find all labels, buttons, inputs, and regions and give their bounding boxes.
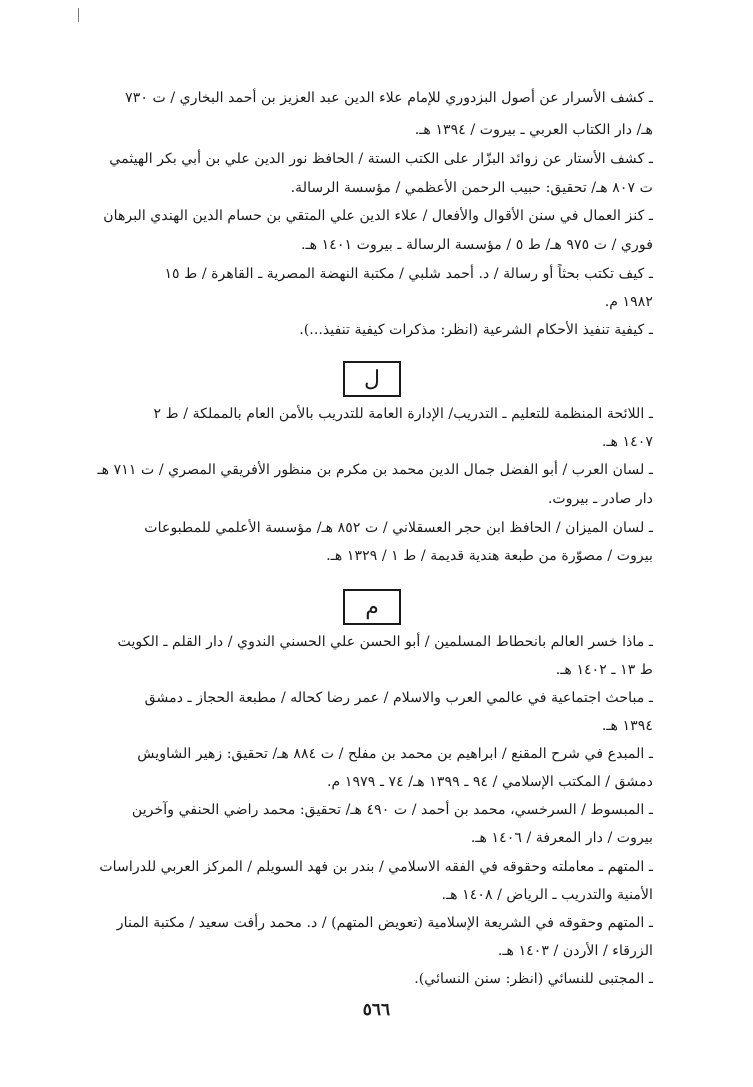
bibliography-line: ـ كشف الأستار عن زوائد البزّار على الكتب الستة / الحافظ نور الدين علي بن أبي بكر الهيثمي	[109, 151, 653, 167]
bibliography-line: ـ كيفية تنفيذ الأحكام الشرعية (انظر: مذكرات كيفية تنفيذ...).	[299, 322, 653, 338]
bibliography-line: ـ المجتبى للنسائي (انظر: سنن النسائي).	[414, 971, 653, 987]
bibliography-line: ـ المتهم ـ معاملته وحقوقه في الفقه الاسلامي / بندر بن فهد السويلم / المركز العربي للدراسات	[99, 859, 653, 875]
bibliography-line: ـ المبسوط / السرخسي، محمد بن أحمد / ت ٤٩٠ هـ/ تحقيق: محمد راضي الحنفي وآخرين	[131, 802, 653, 818]
section-header-mim: م	[343, 589, 401, 625]
bibliography-line: هـ/ دار الكتاب العربي ـ بيروت / ١٣٩٤ هـ.	[414, 122, 653, 138]
section-header-lam: ل	[343, 361, 401, 397]
margin-mark	[78, 8, 79, 22]
bibliography-line: ـ اللائحة المنظمة للتعليم ـ التدريب/ الإدارة العامة للتدريب بالأمن العام بالمملكة / ط ٢	[153, 406, 653, 422]
bibliography-line: ت ٨٠٧ هـ/ تحقيق: حبيب الرحمن الأعظمي / مؤسسة الرسالة.	[290, 180, 653, 196]
bibliography-line: دار صادر ـ بيروت.	[547, 491, 653, 507]
page-number: ٥٦٦	[362, 1000, 391, 1020]
bibliography-line: ـ كيف تكتب بحثاً أو رسالة / د. أحمد شلبي / مكتبة النهضة المصرية ـ القاهرة / ط ١٥	[164, 266, 653, 282]
bibliography-line: ـ لسان الميزان / الحافظ ابن حجر العسقلاني / ت ٨٥٢ هـ/ مؤسسة الأعلمي للمطبوعات	[144, 520, 653, 536]
bibliography-line: ـ كشف الأسرار عن أصول البزدوري للإمام علاء الدين عبد العزيز بن أحمد البخاري / ت ٧٣٠	[125, 90, 653, 106]
bibliography-line: ـ المبدع في شرح المقنع / ابراهيم بن محمد بن مفلح / ت ٨٨٤ هـ/ تحقيق: زهير الشاويش	[137, 746, 653, 762]
bibliography-line: ـ مباحث اجتماعية في عالمي العرب والاسلام / عمر رضا كحاله / مطبعة الحجاز ـ دمشق	[144, 690, 653, 706]
bibliography-line: ـ ماذا خسر العالم بانحطاط المسلمين / أبو الحسن علي الحسني الندوي / دار القلم ـ الكويت	[117, 634, 653, 650]
bibliography-line: ـ كنز العمال في سنن الأقوال والأفعال / علاء الدين علي المتقي بن حسام الدين الهندي البرهان	[103, 208, 653, 224]
bibliography-line: دمشق / المكتب الإسلامي / ٩٤ ـ ١٣٩٩ هـ/ ٧٤ ـ ١٩٧٩ م.	[327, 774, 653, 790]
bibliography-line: بيروت / دار المعرفة / ١٤٠٦ هـ.	[470, 830, 653, 846]
bibliography-line: الأمنية والتدريب ـ الرياض / ١٤٠٨ هـ.	[441, 887, 653, 903]
bibliography-line: بيروت / مصوّرة من طبعة هندية قديمة / ط ١ / ١٣٢٩ هـ.	[326, 548, 653, 564]
bibliography-line: ـ المتهم وحقوقه في الشريعة الإسلامية (تعويض المتهم) / د. محمد رأفت سعيد / مكتبة المنار	[116, 915, 653, 931]
bibliography-line: فوري / ت ٩٧٥ هـ/ ط ٥ / مؤسسة الرسالة ـ بيروت ١٤٠١ هـ.	[300, 237, 653, 253]
bibliography-line: ١٤٠٧ هـ.	[601, 434, 653, 450]
bibliography-line: ـ لسان العرب / أبو الفضل جمال الدين محمد بن مكرم بن منظور الأفريقي المصري / ت ٧١١ هـ	[97, 462, 653, 478]
bibliography-line: الزرقاء / الأردن / ١٤٠٣ هـ.	[497, 943, 653, 959]
bibliography-line: ط ١٣ ـ ١٤٠٢ هـ.	[555, 662, 653, 678]
bibliography-line: ١٣٩٤ هـ.	[601, 718, 653, 734]
bibliography-line: ١٩٨٢ م.	[604, 294, 653, 310]
